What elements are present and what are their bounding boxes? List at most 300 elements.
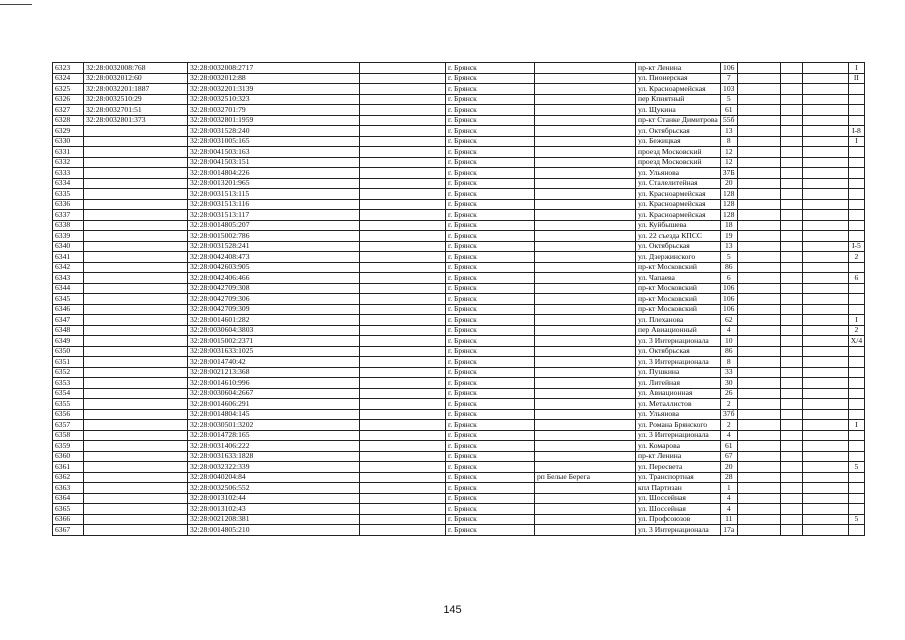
old-cadastral-number [84,283,188,294]
empty-cell [737,483,780,494]
row-number: 6355 [53,399,84,410]
street: ул. 22 съезда КПСС [636,231,721,242]
empty-cell [780,294,802,305]
empty-cell [737,462,780,473]
premises-number: II [848,73,864,84]
empty-cell [737,126,780,137]
premises-number [848,178,864,189]
street: ул. Бежицкая [636,136,721,147]
empty-cell [360,136,446,147]
cadastral-number: 32:28:0014728:165 [188,430,360,441]
empty-cell [360,178,446,189]
city: г. Брянск [446,346,535,357]
cadastral-number: 32:28:0030604:3803 [188,325,360,336]
settlement [535,451,636,462]
empty-cell [360,241,446,252]
empty-cell [780,262,802,273]
old-cadastral-number [84,472,188,483]
row-number: 6363 [53,483,84,494]
empty-cell [737,346,780,357]
old-cadastral-number: 32:28:0032701:51 [84,105,188,116]
street: проезд Московский [636,157,721,168]
empty-cell [360,189,446,200]
street: ул. Красноармейская [636,199,721,210]
empty-cell [360,504,446,515]
city: г. Брянск [446,483,535,494]
registry-table [52,62,865,536]
house-number: 12 [720,157,737,168]
empty-cell [360,388,446,399]
empty-cell [780,346,802,357]
premises-number [848,388,864,399]
settlement [535,178,636,189]
city: г. Брянск [446,115,535,126]
table-row [53,157,865,168]
empty-cell [802,147,848,158]
empty-cell [802,315,848,326]
empty-cell [802,84,848,95]
empty-cell [360,168,446,179]
empty-cell [780,94,802,105]
empty-cell [737,315,780,326]
empty-cell [780,136,802,147]
table-row [53,126,865,137]
settlement [535,294,636,305]
house-number: 128 [720,189,737,200]
street: ул. Авиационная [636,388,721,399]
settlement [535,115,636,126]
settlement [535,262,636,273]
registry-rows [53,63,865,536]
premises-number [848,294,864,305]
premises-number [848,84,864,95]
table-row [53,325,865,336]
empty-cell [737,336,780,347]
old-cadastral-number [84,136,188,147]
cadastral-number: 32:28:0031633:1828 [188,451,360,462]
empty-cell [802,357,848,368]
empty-cell [360,210,446,221]
empty-cell [802,126,848,137]
empty-cell [780,168,802,179]
premises-number [848,147,864,158]
empty-cell [802,115,848,126]
city: г. Брянск [446,409,535,420]
house-number: 86 [720,262,737,273]
street: ул. Красноармейская [636,84,721,95]
city: г. Брянск [446,262,535,273]
old-cadastral-number [84,441,188,452]
old-cadastral-number [84,168,188,179]
row-number: 6366 [53,514,84,525]
row-number: 6359 [53,441,84,452]
empty-cell [802,430,848,441]
city: г. Брянск [446,94,535,105]
empty-cell [737,84,780,95]
house-number: 5 [720,94,737,105]
empty-cell [802,346,848,357]
house-number: 20 [720,178,737,189]
row-number: 6324 [53,73,84,84]
premises-number [848,430,864,441]
premises-number [848,504,864,515]
scan-edge-line [0,4,32,5]
settlement [535,231,636,242]
street: ул. Комарова [636,441,721,452]
street: ул. 3 Интернационала [636,525,721,536]
cadastral-number: 32:28:0013102:44 [188,493,360,504]
city: г. Брянск [446,241,535,252]
empty-cell [802,409,848,420]
empty-cell [737,420,780,431]
old-cadastral-number [84,210,188,221]
empty-cell [780,441,802,452]
cadastral-number: 32:28:0042709:306 [188,294,360,305]
old-cadastral-number [84,157,188,168]
cadastral-number: 32:28:0041503:151 [188,157,360,168]
house-number: 37б [720,409,737,420]
empty-cell [737,157,780,168]
empty-cell [737,262,780,273]
street: ул. Шоссейная [636,493,721,504]
empty-cell [802,367,848,378]
row-number: 6342 [53,262,84,273]
street: ул. 3 Интернационала [636,357,721,368]
old-cadastral-number [84,367,188,378]
premises-number [848,231,864,242]
empty-cell [780,189,802,200]
street: пр-кт Московский [636,283,721,294]
premises-number: 6 [848,273,864,284]
house-number: 12 [720,147,737,158]
table-row [53,105,865,116]
empty-cell [780,178,802,189]
empty-cell [360,451,446,462]
empty-cell [737,147,780,158]
empty-cell [802,294,848,305]
premises-number [848,210,864,221]
old-cadastral-number [84,462,188,473]
old-cadastral-number [84,178,188,189]
city: г. Брянск [446,325,535,336]
house-number: 4 [720,493,737,504]
table-row [53,252,865,263]
empty-cell [780,378,802,389]
old-cadastral-number [84,262,188,273]
empty-cell [780,241,802,252]
empty-cell [737,105,780,116]
city: г. Брянск [446,199,535,210]
table-row [53,94,865,105]
row-number: 6346 [53,304,84,315]
old-cadastral-number [84,304,188,315]
empty-cell [802,189,848,200]
cadastral-number: 32:28:0031005:165 [188,136,360,147]
old-cadastral-number: 32:28:0032012:60 [84,73,188,84]
empty-cell [780,220,802,231]
street: ул. Октябрьская [636,346,721,357]
cadastral-number: 32:28:0014740:42 [188,357,360,368]
old-cadastral-number [84,525,188,536]
empty-cell [780,409,802,420]
house-number: 128 [720,199,737,210]
empty-cell [737,357,780,368]
settlement: рп Белые Берега [535,472,636,483]
empty-cell [780,283,802,294]
street: ул. Сталелитейная [636,178,721,189]
empty-cell [802,462,848,473]
house-number: 4 [720,504,737,515]
house-number: 106 [720,283,737,294]
settlement [535,367,636,378]
old-cadastral-number [84,294,188,305]
empty-cell [780,336,802,347]
table-row [53,483,865,494]
empty-cell [737,252,780,263]
table-row [53,388,865,399]
row-number: 6354 [53,388,84,399]
empty-cell [802,73,848,84]
street: кпл Партизан [636,483,721,494]
old-cadastral-number [84,189,188,200]
cadastral-number: 32:28:0042406:466 [188,273,360,284]
city: г. Брянск [446,283,535,294]
empty-cell [360,409,446,420]
row-number: 6360 [53,451,84,462]
settlement [535,157,636,168]
city: г. Брянск [446,126,535,137]
settlement [535,220,636,231]
old-cadastral-number [84,231,188,242]
empty-cell [360,525,446,536]
city: г. Брянск [446,105,535,116]
empty-cell [780,105,802,116]
empty-cell [780,147,802,158]
empty-cell [737,378,780,389]
empty-cell [780,63,802,74]
empty-cell [802,231,848,242]
empty-cell [737,199,780,210]
table-row [53,493,865,504]
row-number: 6347 [53,315,84,326]
premises-number: I [848,420,864,431]
house-number: 20 [720,462,737,473]
city: г. Брянск [446,252,535,263]
empty-cell [780,199,802,210]
empty-cell [802,378,848,389]
city: г. Брянск [446,336,535,347]
city: г. Брянск [446,472,535,483]
old-cadastral-number [84,430,188,441]
old-cadastral-number [84,504,188,515]
table-row [53,315,865,326]
empty-cell [780,430,802,441]
old-cadastral-number [84,315,188,326]
row-number: 6364 [53,493,84,504]
settlement [535,378,636,389]
old-cadastral-number [84,241,188,252]
premises-number [848,483,864,494]
premises-number [848,94,864,105]
row-number: 6367 [53,525,84,536]
empty-cell [780,483,802,494]
empty-cell [802,136,848,147]
empty-cell [780,472,802,483]
empty-cell [737,231,780,242]
old-cadastral-number [84,147,188,158]
settlement [535,126,636,137]
premises-number [848,367,864,378]
row-number: 6325 [53,84,84,95]
row-number: 6357 [53,420,84,431]
empty-cell [360,220,446,231]
empty-cell [802,472,848,483]
premises-number [848,525,864,536]
empty-cell [360,252,446,263]
street: проезд Московский [636,147,721,158]
empty-cell [360,420,446,431]
table-row [53,525,865,536]
settlement [535,84,636,95]
premises-number [848,189,864,200]
house-number: 7 [720,73,737,84]
old-cadastral-number [84,346,188,357]
empty-cell [802,105,848,116]
cadastral-number: 32:28:0041503:163 [188,147,360,158]
cadastral-number: 32:28:0042709:308 [188,283,360,294]
page-number: 145 [443,604,462,616]
old-cadastral-number [84,336,188,347]
empty-cell [737,136,780,147]
premises-number: I-5 [848,241,864,252]
cadastral-number: 32:28:0014610:996 [188,378,360,389]
table-row [53,168,865,179]
table-row [53,241,865,252]
empty-cell [802,157,848,168]
street: ул. Куйбышева [636,220,721,231]
street: пр-кт Ленина [636,63,721,74]
settlement [535,147,636,158]
street: ул. Пересвета [636,462,721,473]
row-number: 6337 [53,210,84,221]
premises-number [848,168,864,179]
cadastral-number: 32:28:0042408:473 [188,252,360,263]
settlement [535,136,636,147]
empty-cell [360,336,446,347]
row-number: 6331 [53,147,84,158]
empty-cell [737,220,780,231]
city: г. Брянск [446,304,535,315]
house-number: 62 [720,315,737,326]
premises-number [848,472,864,483]
empty-cell [360,262,446,273]
premises-number [848,409,864,420]
house-number: 2 [720,399,737,410]
city: г. Брянск [446,189,535,200]
city: г. Брянск [446,462,535,473]
settlement [535,199,636,210]
empty-cell [737,430,780,441]
settlement [535,63,636,74]
settlement [535,346,636,357]
house-number: 17а [720,525,737,536]
empty-cell [737,514,780,525]
house-number: 28 [720,472,737,483]
cadastral-number: 32:28:0032008:2717 [188,63,360,74]
empty-cell [360,199,446,210]
house-number: 1 [720,483,737,494]
empty-cell [780,325,802,336]
empty-cell [360,283,446,294]
cadastral-number: 32:28:0021213:368 [188,367,360,378]
street: ул. Шоссейная [636,504,721,515]
street: ул. Красноармейская [636,189,721,200]
old-cadastral-number [84,399,188,410]
empty-cell [737,283,780,294]
empty-cell [737,94,780,105]
city: г. Брянск [446,493,535,504]
empty-cell [802,441,848,452]
empty-cell [360,514,446,525]
city: г. Брянск [446,315,535,326]
settlement [535,325,636,336]
city: г. Брянск [446,273,535,284]
cadastral-number: 32:28:0014601:282 [188,315,360,326]
table-row [53,189,865,200]
empty-cell [360,126,446,137]
street: пр-кт Московский [636,294,721,305]
old-cadastral-number [84,409,188,420]
street: пер Авиационный [636,325,721,336]
city: г. Брянск [446,420,535,431]
table-row [53,514,865,525]
empty-cell [802,399,848,410]
empty-cell [737,210,780,221]
settlement [535,441,636,452]
settlement [535,168,636,179]
empty-cell [802,336,848,347]
empty-cell [802,514,848,525]
premises-number [848,105,864,116]
empty-cell [737,73,780,84]
old-cadastral-number [84,378,188,389]
house-number: 106 [720,294,737,305]
table-row [53,441,865,452]
empty-cell [802,420,848,431]
premises-number: 5 [848,514,864,525]
empty-cell [737,388,780,399]
old-cadastral-number [84,514,188,525]
cadastral-number: 32:28:0015002:786 [188,231,360,242]
city: г. Брянск [446,168,535,179]
street: ул. Литейная [636,378,721,389]
empty-cell [780,273,802,284]
old-cadastral-number: 32:28:0032008:768 [84,63,188,74]
street: пр-кт Московский [636,304,721,315]
street: ул. Транспортная [636,472,721,483]
city: г. Брянск [446,73,535,84]
old-cadastral-number [84,483,188,494]
city: г. Брянск [446,147,535,158]
old-cadastral-number [84,126,188,137]
empty-cell [737,115,780,126]
premises-number [848,451,864,462]
table-row [53,451,865,462]
premises-number [848,220,864,231]
settlement [535,514,636,525]
row-number: 6340 [53,241,84,252]
empty-cell [802,199,848,210]
